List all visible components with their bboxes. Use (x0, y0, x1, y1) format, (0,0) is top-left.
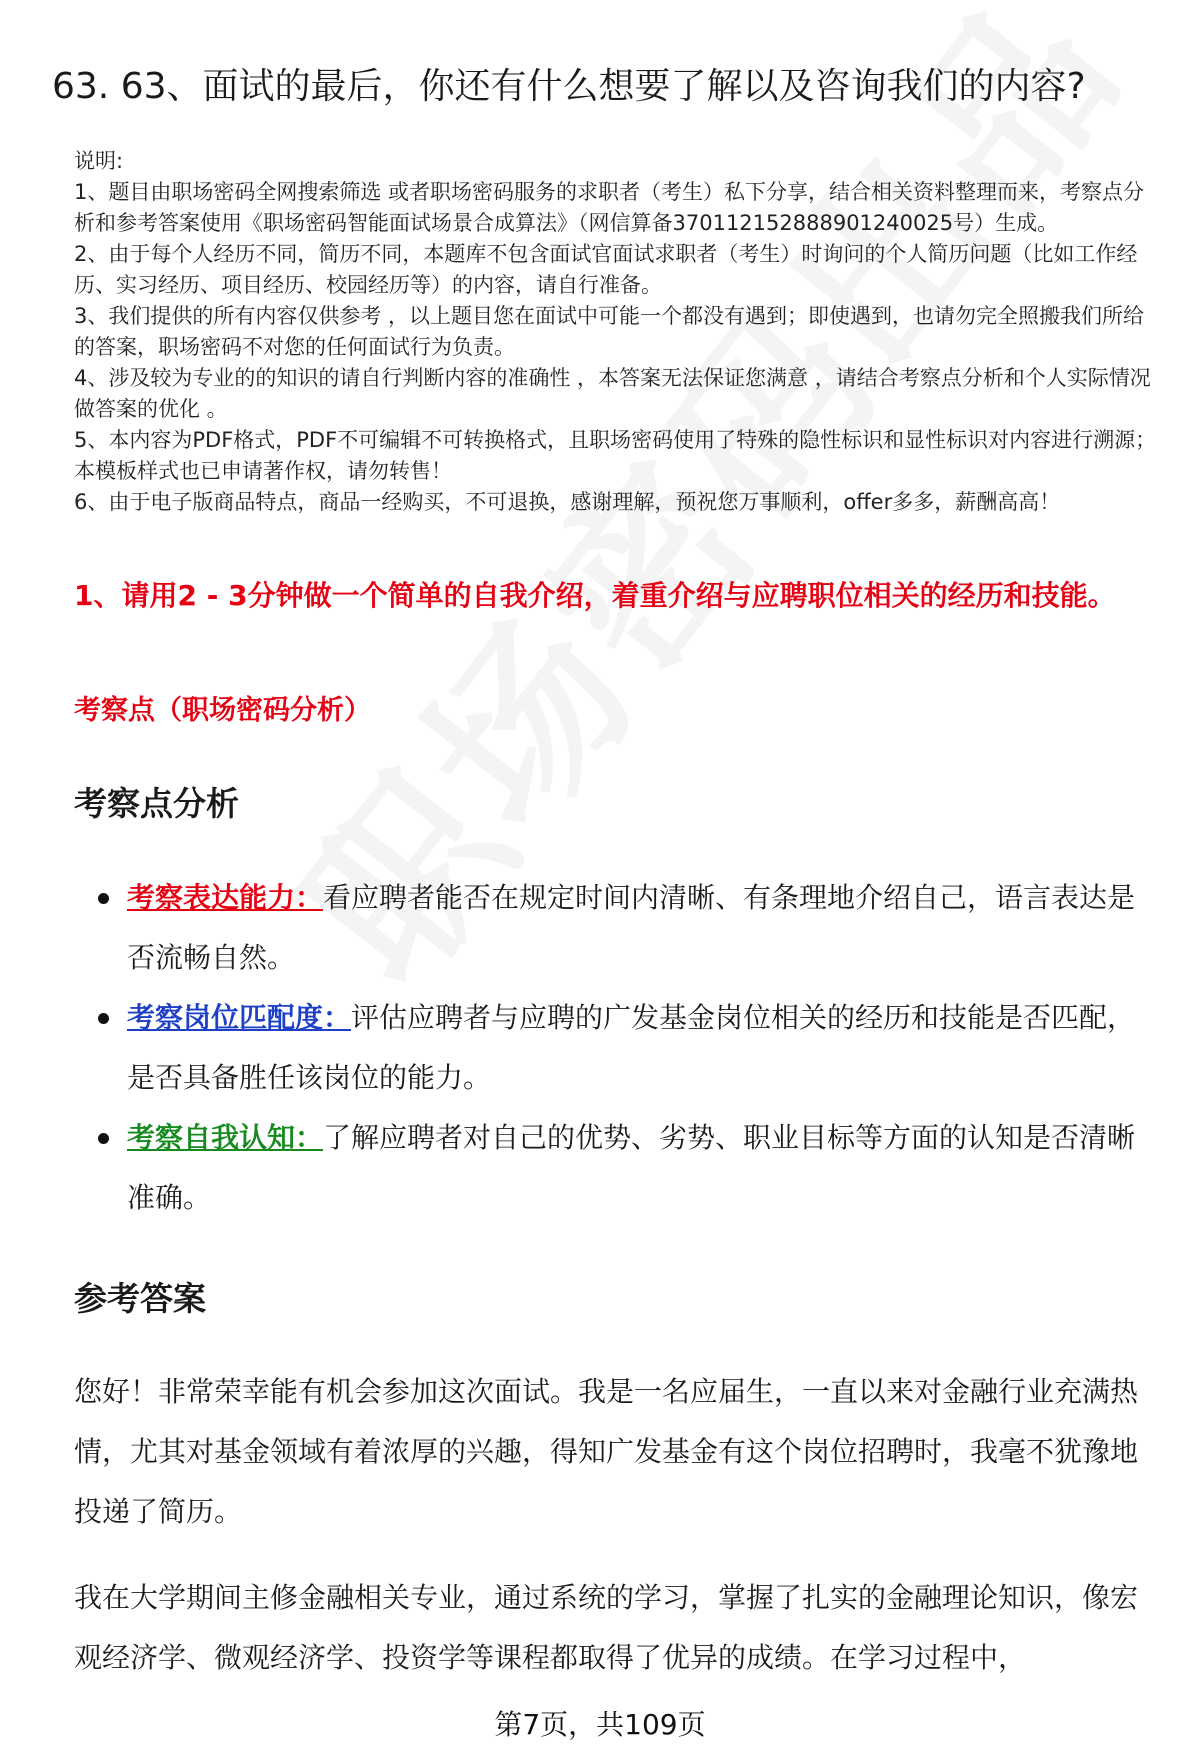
bullet-label: 考察岗位匹配度： (127, 1001, 352, 1034)
bullet-label: 考察表达能力： (127, 881, 324, 914)
answer-heading: 参考答案 (74, 1279, 206, 1318)
bullet-text: 评估应聘者与应聘的广发基金岗位相关的经历和技能是否匹配，是否具备胜任该岗位的能力。 (127, 1001, 1136, 1094)
bullet-text: 看应聘者能否在规定时间内清晰、有条理地介绍自己，语言表达是否流畅自然。 (127, 881, 1136, 974)
page-title: 63. 63、面试的最后，你还有什么想要了解以及咨询我们的内容? (52, 66, 1086, 107)
page-footer: 第7页，共109页 (494, 1708, 706, 1741)
list-item (0, 1108, 1147, 1228)
bullet-dot-icon (98, 1013, 109, 1024)
bullet-dot-icon (98, 893, 109, 904)
analysis-heading: 考察点分析 (74, 784, 239, 823)
answer-paragraph: 我在大学期间主修金融相关专业，通过系统的学习，掌握了扎实的金融理论知识，像宏观经济学、微观经济学、投资学等课程都取得了优异的成绩。在学习过程中， (74, 1581, 1139, 1674)
note-item: 5、本内容为PDF格式，PDF不可编辑不可转换格式，且职场密码使用了特殊的隐性标识和显性标识对内容进行溯源；本模板样式也已申请著作权，请勿转售！ (74, 428, 1157, 483)
note-item: 1、题目由职场密码全网搜索筛选 或者职场密码服务的求职者（考生）私下分享，结合相关资料整理而来，考察点分析和参考答案使用《职场密码智能面试场景合成算法》（网信算备370112152888901240025号）生成。 (74, 180, 1145, 235)
list-item (0, 988, 1147, 1108)
note-item: 4、涉及较为专业的的知识的请自行判断内容的准确性 ，本答案无法保证您满意 ，请结合考察点分析和个人实际情况做答案的优化 。 (74, 366, 1151, 421)
note-item: 3、我们提供的所有内容仅供参考 ，以上题目您在面试中可能一个都没有遇到；即使遇到，也请勿完全照搬我们所给的答案，职场密码不对您的任何面试行为负责。 (74, 304, 1145, 359)
list-item (0, 868, 1147, 988)
kaochadian-label: 考察点（职场密码分析） (74, 695, 371, 726)
answer-paragraph: 您好！非常荣幸能有机会参加这次面试。我是一名应届生，一直以来对金融行业充满热情，尤其对基金领域有着浓厚的兴趣，得知广发基金有这个岗位招聘时，我毫不犹豫地投递了简历。 (74, 1375, 1139, 1528)
analysis-list (0, 868, 1200, 1228)
question-text: 1、请用2 - 3分钟做一个简单的自我介绍，着重介绍与应聘职位相关的经历和技能。 (74, 579, 1116, 612)
notes-heading: 说明: (74, 149, 124, 173)
disclaimer-notes (74, 146, 1159, 518)
bullet-dot-icon (98, 1133, 109, 1144)
note-item: 6、由于电子版商品特点，商品一经购买，不可退换，感谢理解，预祝您万事顺利，offer多多，薪酬高高！ (74, 490, 1061, 514)
bullet-text: 了解应聘者对自己的优势、劣势、职业目标等方面的认知是否清晰准确。 (127, 1121, 1136, 1214)
bullet-label: 考察自我认知： (127, 1121, 324, 1154)
note-item: 2、由于每个人经历不同，简历不同，本题库不包含面试官面试求职者（考生）时询问的个人简历问题（比如工作经历、实习经历、项目经历、校园经历等）的内容，请自行准备。 (74, 242, 1138, 297)
